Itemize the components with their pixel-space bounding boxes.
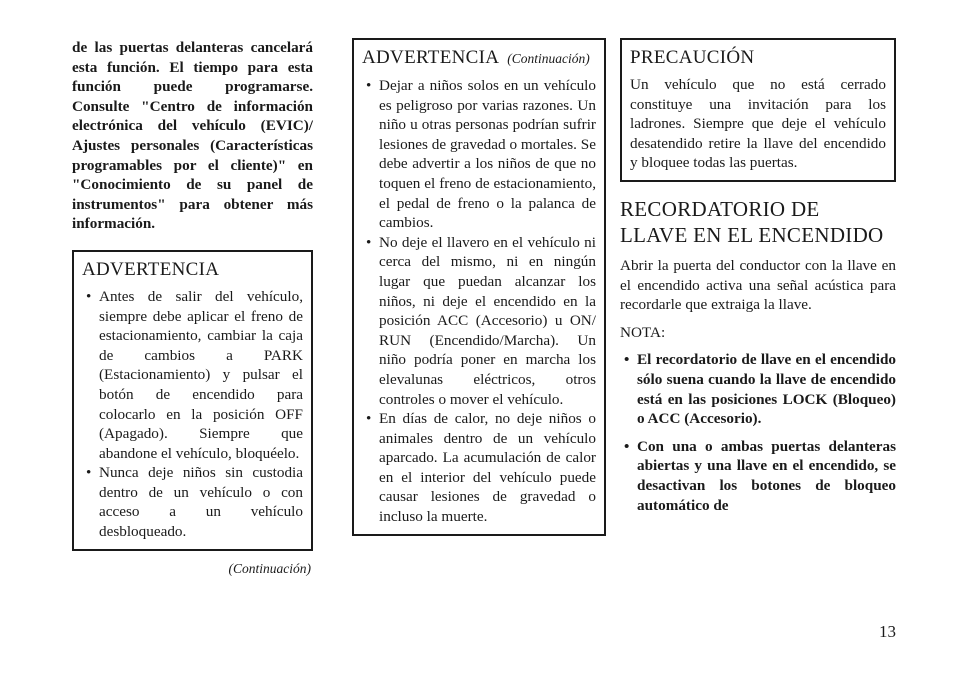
note-label: NOTA: (620, 323, 666, 341)
caution-box (620, 38, 896, 182)
note-item: • El recordatorio de llave en el encendido sólo suena cuando la llave de encendido está en las posiciones LOCK (Bloqueo) o ACC (Accesorio). (620, 350, 896, 428)
warning-title: ADVERTENCIA (82, 258, 220, 280)
warning-item: • En días de calor, no deje niños o animales dentro de un vehículo aparcado. La acumulación de calor en el interior del vehículo puede causar lesiones de gravedad o incluso la muerte. (362, 409, 596, 527)
warning-box-continued (352, 38, 606, 536)
section-heading: RECORDATORIO DE LLAVE EN EL ENCENDIDO (620, 196, 884, 247)
warning-list (82, 287, 303, 542)
column-right (620, 38, 896, 523)
warning-item: • Nunca deje niños sin custodia dentro de un vehículo o con acceso a un vehículo desbloqueado. (82, 463, 303, 541)
column-left (72, 38, 313, 578)
warning-title: ADVERTENCIA (Continuación) (362, 47, 590, 68)
section-paragraph: Abrir la puerta del conductor con la llave en el encendido activa una señal acústica para recordarle que extraiga la llave. (620, 256, 896, 314)
intro-paragraph: de las puertas delanteras cancelará esta función. El tiempo para esta función puede programarse. Consulte "Centro de información electrónica del vehículo (EVIC)/ Ajustes personales (Características programables por el cliente)" en "Conocimiento de su panel de instrumentos" para obtener más información. (72, 39, 313, 233)
caution-title: PRECAUCIÓN (630, 47, 755, 68)
warning-box (72, 250, 313, 551)
page-number: 13 (879, 622, 896, 641)
warning-continuation-label: (Continuación) (507, 51, 590, 66)
warning-list (362, 76, 596, 527)
caution-text: Un vehículo que no está cerrado constituye una invitación para los ladrones. Siempre que deje el vehículo desatendido retire la llave del encendido y bloquee todas las puertas. (630, 76, 886, 172)
column-middle (352, 38, 606, 536)
note-list (620, 350, 896, 515)
note-item: • Con una o ambas puertas delanteras abiertas y una llave en el encendido, se desactivan los botones de bloqueo automático de (620, 437, 896, 515)
warning-item: • Dejar a niños solos en un vehículo es peligroso por varias razones. Un niño u otras personas podrían sufrir lesiones de gravedad o mortales. Se debe advertir a los niños de que no toquen el freno de estacionamiento, el pedal de freno o la palanca de cambios. (362, 76, 596, 233)
warning-item: • Antes de salir del vehículo, siempre debe aplicar el freno de estacionamiento, cambiar la caja de cambios a PARK (Estacionamiento) y pulsar el botón de encendido para colocarlo en la posición OFF (Apagado). Siempre que abandone el vehículo, bloquéelo. (82, 287, 303, 463)
warning-item: • No deje el llavero en el vehículo ni cerca del mismo, ni en ningún lugar que puedan alcanzar los niños, ni deje el encendido en la posición ACC (Accesorio) u ON/ RUN (Encendido/Marcha). Un niño podría poner en marcha los elevalunas eléctricos, otros controles o mover el vehículo. (362, 233, 596, 409)
continuation-label: (Continuación) (228, 560, 311, 576)
